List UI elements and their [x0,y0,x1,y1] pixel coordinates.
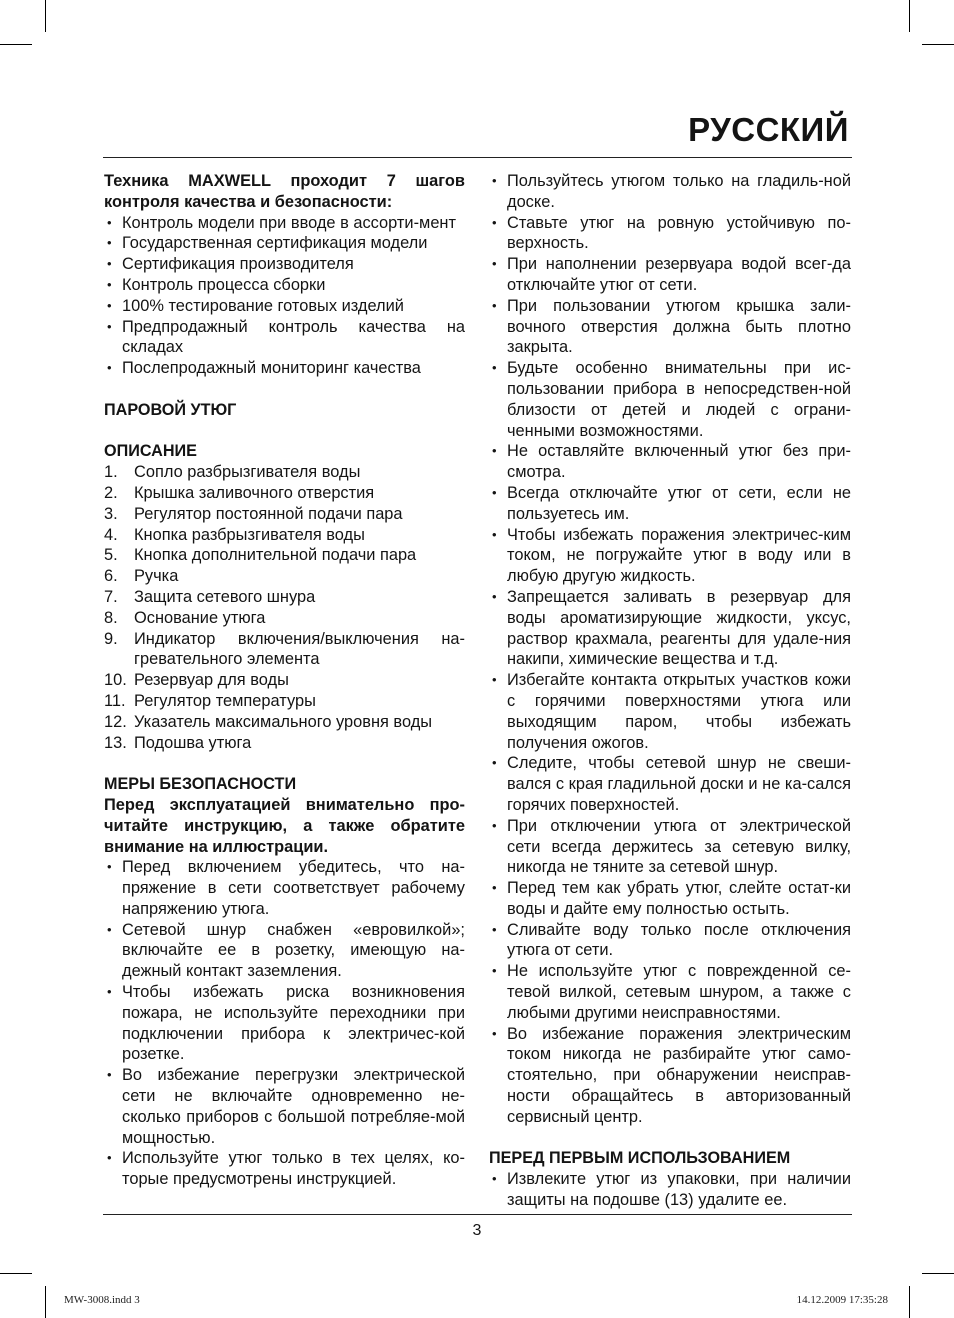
list-item: 5. Кнопка дополнительной подачи пара [104,546,417,565]
list-item: 9. Индикатор включения/выключения на-гревательного элемента [104,629,465,669]
list-item: • Во избежание поражения электрическим током никогда не разбирайте утюг само-стоятельно, при обнаружении неисправ-ности обращайтесь в авторизованный сервисный центр. [489,1024,851,1128]
product-title: ПАРОВОЙ УТЮГ [104,400,237,419]
language-heading: РУССКИЙ [688,111,849,148]
list-item: • Пользуйтесь утюгом только на гладиль-ной доске. [489,171,851,213]
list-item: • Всегда отключайте утюг от сети, если не пользуетесь им. [489,483,851,525]
list-item: • При пользовании утюгом крышка зали-вочного отверстия должна быть плотно закрыта. [489,296,851,358]
list-item: • Ставьте утюг на ровную устойчивую по-верхность. [489,213,851,255]
safety-list-right [489,171,851,1128]
crop-mark [0,44,32,45]
list-item: • Сертификация производителя [104,254,465,275]
first-use-list [489,1169,851,1211]
crop-mark [922,44,954,45]
crop-mark [922,1273,954,1274]
list-item: • Во избежание перегрузки электрической сети не включайте одновременно не-сколько приборов с большой потребляе-мой мощностью. [104,1065,465,1148]
list-item: • Перед включением убедитесь, что на-пряжение в сети соответствует рабочему напряжению утюга. [104,857,465,919]
list-item: • Чтобы избежать поражения электричес-ким током, не погружайте утюг в воду или в любую другую жидкость. [489,525,851,587]
list-item: 8. Основание утюга [104,608,266,627]
list-item: 3. Регулятор постоянной подачи пара [104,504,403,523]
crop-mark [45,0,46,32]
parts-list [104,462,465,753]
crop-mark [909,0,910,32]
slug-date: 14.12.2009 17:35:28 [796,1294,888,1306]
list-item: • Государственная сертификация модели [104,233,465,254]
list-item: 6. Ручка [104,567,179,586]
list-item: 1. Сопло разбрызгивателя воды [104,463,361,482]
list-item: • Контроль процесса сборки [104,275,465,296]
list-item: 11. Регулятор температуры [104,691,316,710]
list-item: 2. Крышка заливочного отверстия [104,483,375,502]
list-item: • Будьте особенно внимательны при ис-пользовании прибора в непосредствен-ной близости от детей и людей с ограни-ченными возможностями. [489,358,851,441]
first-use-title: ПЕРЕД ПЕРВЫМ ИСПОЛЬЗОВАНИЕМ [489,1149,791,1168]
right-column [489,171,851,1211]
crop-mark [909,1286,910,1318]
list-item: 7. Защита сетевого шнура [104,587,316,606]
list-item: • Используйте утюг только в тех целях, ко-торые предусмотрены инструкцией. [104,1148,465,1190]
list-item: • Не используйте утюг с поврежденной се-тевой вилкой, сетевым шнуром, а также с любыми другими неисправностями. [489,961,851,1023]
list-item: • Избегайте контакта открытых участков кожи с горячими поверхностями утюга или выходящим паром, чтобы избежать получения ожогов. [489,670,851,753]
list-item: 10. Резервуар для воды [104,671,289,690]
list-item: • Перед тем как убрать утюг, слейте остат-ки воды и дайте ему полностью остыть. [489,878,851,920]
safety-title: МЕРЫ БЕЗОПАСНОСТИ [104,775,297,794]
list-item: • Чтобы избежать риска возникновения пожара, не используйте переходники при подключении прибора к электричес-кой розетке. [104,982,465,1065]
quality-steps-list [104,213,465,379]
list-item: 4. Кнопка разбрызгивателя воды [104,525,365,544]
list-item: • Послепродажный мониторинг качества [104,358,465,379]
description-title: ОПИСАНИЕ [104,442,197,461]
crop-mark [0,1273,32,1274]
list-item: • Извлеките утюг из упаковки, при наличии защиты на подошве (13) удалите ее. [489,1169,851,1211]
slug-file: MW-3008.indd 3 [64,1294,140,1306]
safety-intro: Перед эксплуатацией внимательно про-читайте инструкцию, а также обратите внимание на иллюстрации. [104,795,465,856]
list-item: • Не оставляйте включенный утюг без при-смотра. [489,441,851,483]
list-item: • Контроль модели при вводе в ассорти-мент [104,213,465,234]
left-column [104,171,465,1190]
list-item: 13. Подошва утюга [104,733,252,752]
list-item: • При наполнении резервуара водой всег-да отключайте утюг от сети. [489,254,851,296]
list-item: • Сетевой шнур снабжен «евровилкой»; включайте ее в розетку, имеющую на-дежный контакт заземления. [104,920,465,982]
list-item: • Сливайте воду только после отключения утюга от сети. [489,920,851,962]
header-rule [103,157,852,158]
footer-rule [103,1214,852,1215]
list-item: • Запрещается заливать в резервуар для воды ароматизирующие жидкости, уксус, раствор крахмала, реагенты для удале-ния накипи, химические вещества и т.д. [489,587,851,670]
list-item: • 100% тестирование готовых изделий [104,296,465,317]
list-item: 12. Указатель максимального уровня воды [104,712,433,731]
list-item: • Следите, чтобы сетевой шнур не свеши-вался с края гладильной доски и не ка-сался горячих поверхностей. [489,753,851,815]
list-item: • Предпродажный контроль качества на складах [104,317,465,359]
crop-mark [45,1286,46,1318]
page-number: 3 [472,1222,482,1239]
list-item: • При отключении утюга от электрической сети всегда держитесь за сетевую вилку, никогда не тяните за сетевой шнур. [489,816,851,878]
quality-intro-title: Техника MAXWELL проходит 7 шагов контроля качества и безопасности: [104,172,465,211]
safety-list-left [104,857,465,1190]
